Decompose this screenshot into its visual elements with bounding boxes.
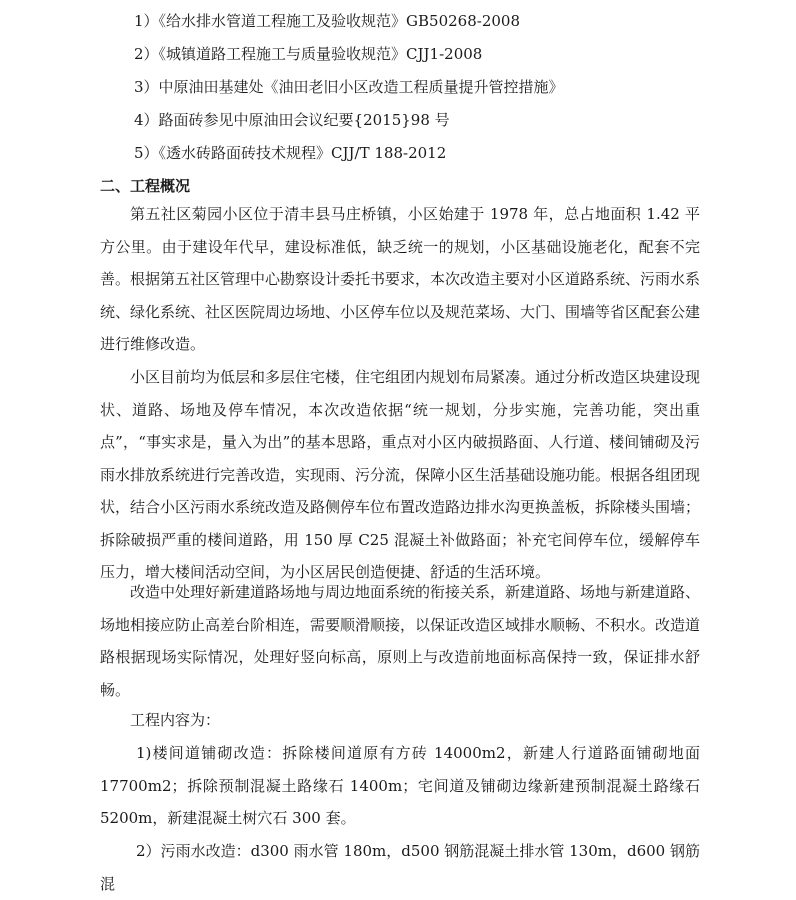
paragraph: 工程内容为： <box>130 711 221 729</box>
section-heading: 二、工程概况 <box>100 177 191 195</box>
reference-item: 5）《透水砖路面砖技术规程》CJJ/T 188-2012 <box>134 144 447 162</box>
work-item: 2）污雨水改造：d300 雨水管 180m，d500 钢筋混凝土排水管 130m，d600 钢筋混 <box>100 842 700 893</box>
reference-item: 1）《给水排水管道工程施工及验收规范》GB50268-2008 <box>134 12 521 30</box>
reference-item: 4）路面砖参见中原油田会议纪要{2015}98 号 <box>134 111 450 129</box>
work-item: 1)楼间道铺砌改造：拆除楼间道原有方砖 14000m2，新建人行道路面铺砌地面 17700m2；拆除预制混凝土路缘石 1400m；宅间道及铺砌边缘新建预制混凝土路缘石 5200m，新建混凝土树穴石 300 套。 <box>100 744 700 827</box>
paragraph: 改造中处理好新建道路场地与周边地面系统的衔接关系，新建道路、场地与新建道路、场地相接应防止高差台阶相连，需要顺滑顺接，以保证改造区域排水顺畅、不积水。改造道路根据现场实际情况，处理好竖向标高，原则上与改造前地面标高保持一致，保证排水舒畅。 <box>100 583 701 699</box>
paragraph: 小区目前均为低层和多层住宅楼，住宅组团内规划布局紧凑。通过分析改造区块建设现状、道路、场地及停车情况，本次改造依据“统一规划，分步实施，完善功能，突出重点”，“事实求是，量入为出”的基本思路，重点对小区内破损路面、人行道、楼间铺砌及污雨水排放系统进行完善改造，实现雨、污分流，保障小区生活基础设施功能。根据各组团现状，结合小区污雨水系统改造及路侧停车位布置改造路边排水沟更换盖板，拆除楼头围墙；拆除破损严重的楼间道路，用 150 厚 C25 混凝土补做路面；补充宅间停车位，缓解停车压力，增大楼间活动空间，为小区居民创造便捷、舒适的生活环境。 <box>100 368 701 581</box>
reference-item: 3）中原油田基建处《油田老旧小区改造工程质量提升管控措施》 <box>134 78 564 96</box>
reference-item: 2）《城镇道路工程施工与质量验收规范》CJJ1-2008 <box>134 45 483 63</box>
paragraph: 第五社区菊园小区位于清丰县马庄桥镇，小区始建于 1978 年，总占地面积 1.42 平方公里。由于建设年代早，建设标准低，缺乏统一的规划，小区基础设施老化，配套不完善。根据第五社区管理中心勘察设计委托书要求，本次改造主要对小区道路系统、污雨水系统、绿化系统、社区医院周边场地、小区停车位以及规范菜场、大门、围墙等省区配套公建进行维修改造。 <box>100 205 701 353</box>
